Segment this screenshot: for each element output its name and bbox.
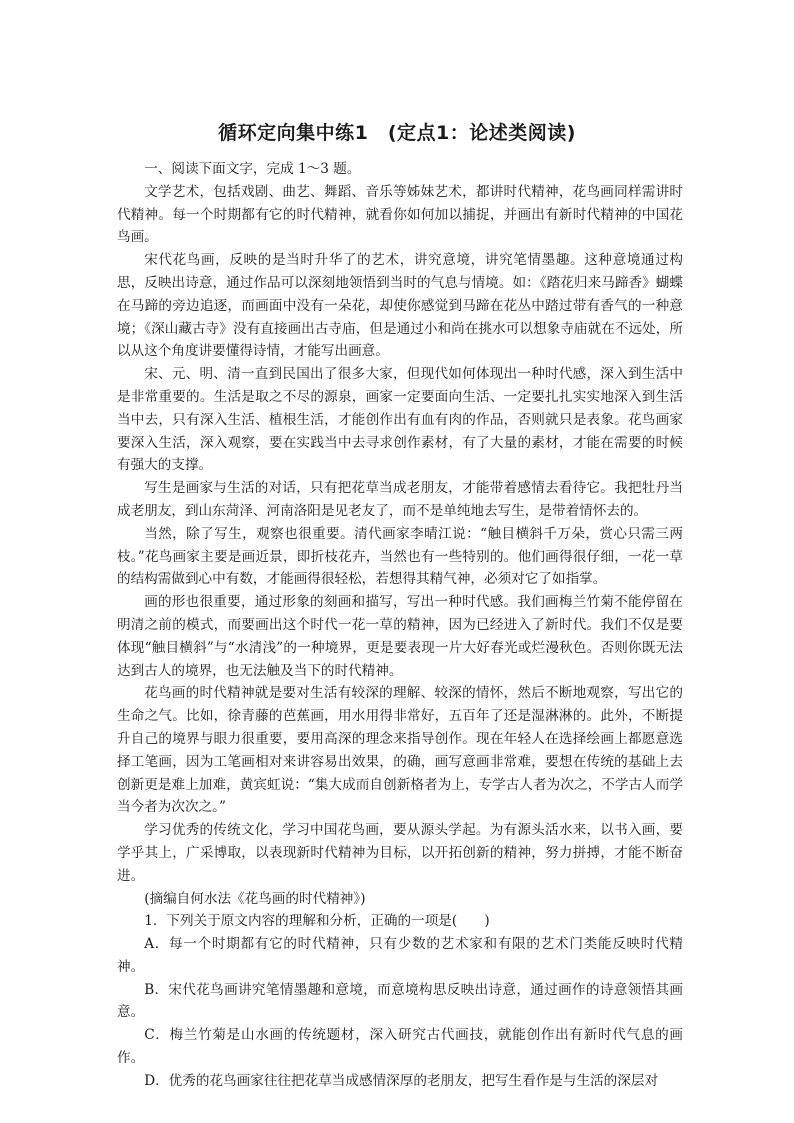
page-title: 循环定向集中练1 (定点1：论述类阅读) [218, 122, 576, 144]
option-b: B．宋代花鸟画讲究笔情墨趣和意境，而意境构思反映出诗意，通过画作的诗意领悟其画意。 [117, 981, 683, 1021]
article-body [117, 158, 683, 1093]
paragraph-4: 写生是画家与生活的对话，只有把花草当成老朋友，才能带着感情去看待它。我把牡丹当成老朋友，到山东菏泽、河南洛阳是见老友了，而不是单纯地去写生，是带着情怀去的。 [117, 480, 683, 519]
option-d: D．优秀的花鸟画家往往把花草当成感情深厚的老朋友，把写生看作是与生活的深层对 [144, 1072, 659, 1089]
paragraph-6: 画的形也很重要，通过形象的刻画和描写，写出一种时代感。我们画梅兰竹菊不能停留在明清之前的模式，而要画出这个时代一花一草的精神，因为已经进入了新时代。我们不仅是要体现“触目横斜”与“水清浅”的一种境界，更是要表现一片大好春光或烂漫秋色。否则你既无法达到古人的境界，也无法触及当下的时代精神。 [117, 594, 683, 679]
source-citation: (摘编自何水法《花鸟画的时代精神》) [144, 890, 366, 907]
paragraph-5: 当然，除了写生，观察也很重要。清代画家李晴江说：“触目横斜千万朵，赏心只需三两枝。”花鸟画家主要是画近景，即折枝花卉，当然也有一些特别的。他们画得很仔细，一花一草的结构需做到心中有数，才能画得很轻松，若想得其精气神，必须对它了如指掌。 [117, 525, 683, 588]
paragraph-8: 学习优秀的传统文化，学习中国花鸟画，要从源头学起。为有源头活水来，以书入画，要学乎其上，广采博取，以表现新时代精神为目标，以开拓创新的精神，努力拼搏，才能不断奋进。 [117, 822, 683, 884]
option-a: A．每一个时期都有它的时代精神，只有少数的艺术家和有限的艺术门类能反映时代精神。 [117, 936, 683, 975]
option-c: C．梅兰竹菊是山水画的传统题材，深入研究古代画技，就能创作出有新时代气息的画作。 [117, 1027, 683, 1067]
paragraph-1: 文学艺术，包括戏剧、曲艺、舞蹈、音乐等姊妹艺术，都讲时代精神，花鸟画同样需讲时代精神。每一个时期都有它的时代精神，就看你如何加以捕捉，并画出有新时代精神的中国花鸟画。 [117, 183, 683, 246]
paragraph-3: 宋、元、明、清一直到民国出了很多大家，但现代如何体现出一种时代感，深入到生活中是非常重要的。生活是取之不尽的源泉，画家一定要面向生活、一定要扎扎实实地深入到生活当中去，只有深入生活、植根生活，才能创作出有血有肉的作品，否则就只是表象。花鸟画家要深入生活，深入观察，要在实践当中去寻求创作素材，有了大量的素材，才能在需要的时候有强大的支撑。 [117, 366, 683, 474]
question-1: 1．下列关于原文内容的理解和分析，正确的一项是( ) [144, 913, 490, 930]
paragraph-2: 宋代花鸟画，反映的是当时升华了的艺术，讲究意境，讲究笔情墨趣。这种意境通过构思，反映出诗意，通过作品可以深刻地领悟到当时的气息与情境。如：《踏花归来马蹄香》蝴蝶在马蹄的旁边追逐，而画面中没有一朵花，却使你感觉到马蹄在花丛中踏过带有香气的一种意境；《深山藏古寺》没有直接画出古寺庙，但是通过小和尚在挑水可以想象寺庙就在不远处，所以从这个角度讲要懂得诗情，才能写出画意。 [117, 252, 683, 360]
instruction-text: 一、阅读下面文字，完成 1～3 题。 [144, 161, 361, 177]
paragraph-7: 花鸟画的时代精神就是要对生活有较深的理解、较深的情怀，然后不断地观察，写出它的生命之气。比如，徐青藤的芭蕉画，用水用得非常好，五百年了还是湿淋淋的。此外，不断提升自己的境界与眼力很重要，要用高深的理念来指导创作。现在年轻人在选择绘画上都愿意选择工笔画，因为工笔画相对来讲容易出效果，的确，画写意画非常难，要想在传统的基础上去创新更是难上加难，黄宾虹说：“集大成而自创新格者为上，专学古人者为次之，不学古人而学当今者为次次之。” [117, 685, 683, 816]
